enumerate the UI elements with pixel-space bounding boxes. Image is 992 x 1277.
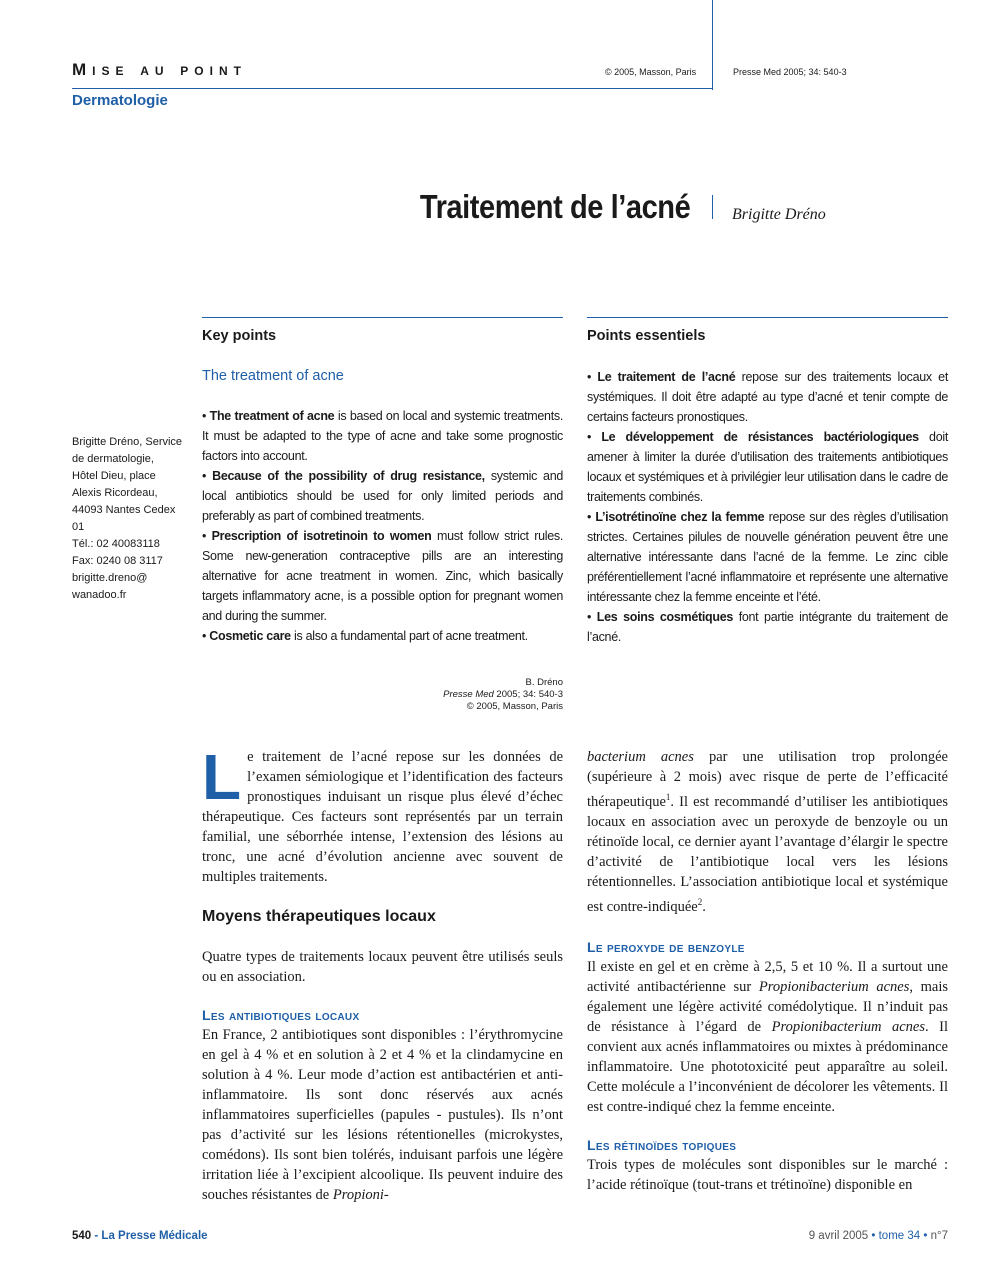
issue-tome: tome 34 <box>878 1230 921 1242</box>
point-essentiel-item: • L’isotrétinoïne chez la femme repose sur des règles d’utilisation strictes. Certaines pilules de nouvelle génération peuvent être une alternative intéressante dans l’acné de la femme. Le zinc cible préférentiellement l’acné inflammatoire et représente une alternative intéressante chez la femme enceinte et l’été. <box>587 510 948 604</box>
key-point-item: • Prescription of isotretinoin to women must follow strict rules. Some new-generation contraceptive pills are an interesting alternative for acne treatment in women. Zinc, which basically targets inflammatory acne, is a possible option for pregnant women and during the summer. <box>202 529 563 623</box>
points-essentiels-rule <box>587 317 948 318</box>
header-horizontal-rule <box>72 88 713 89</box>
paragraph-peroxyde: Il existe en gel et en crème à 2,5, 5 et 10 %. Il a surtout une activité antibactérienne sur Propionibacterium acnes, mais également une légère activité comédolytique. Il n’induit pas de résistance à l’égard de Propionibacterium acnes. Il convient aux acnés inflammatoires ou mixtes à prédominance inflammatoire. Une phototoxicité peut apparaître au soleil. Cette molécule a l’inconvénient de décolorer les vêtements. Il est contre-indiqué chez la femme enceinte. <box>587 958 949 1115</box>
drop-cap: L <box>202 741 242 813</box>
title-vertical-rule <box>712 195 713 219</box>
paragraph-antibiotiques: En France, 2 antibiotiques sont disponibles : l’érythromycine en gel à 4 % et en solution à 2 et 4 % et la clindamycine en solution à 4 %. Leur mode d’action est antibactérien et anti-inflammatoire. Ils sont donc réservés aux acnés inflammatoires superficielles (papules - pustules). Ils n’ont pas d’activité sur les lésions rétentionelles (microkystes, comédons). Ils sont bien tolérés, induisant parfois une légère irritation liée à l’excipient alcoolique. Ils peuvent induire des souches résistantes de Propioni- <box>202 1027 563 1203</box>
heading-moyens: Moyens thérapeutiques locaux <box>202 908 436 925</box>
body-column-right <box>587 747 948 1195</box>
paragraph-retinoides: Trois types de molécules sont disponibles sur le marché : l’acide rétinoïque (tout-trans et trétinoïne) disponible en <box>587 1156 948 1193</box>
journal-name: La Presse Médicale <box>101 1230 208 1242</box>
paragraph-moyens: Quatre types de traitements locaux peuvent être utilisés seuls ou en association. <box>202 949 563 985</box>
intro-paragraph: Le traitement de l’acné repose sur les données de l’examen sémiologique et l’identification des facteurs pronostiques induisant un risque plus élevé d’échec thérapeutique. Ces facteurs sont représentés par un terrain familial, une séborrhée intense, l’extension des lésions au tronc, une acné d’évolution ancienne avec souvent de multiples traitements. <box>202 741 563 885</box>
body-column-left <box>202 741 563 1205</box>
section-label: Mise au point <box>72 60 247 79</box>
heading-antibiotiques: Les antibiotiques locaux <box>202 1007 360 1023</box>
abstract-credit: B. Dréno Presse Med 2005; 34: 540-3 © 2005, Masson, Paris <box>443 677 563 712</box>
affiliation-line: Fax: 0240 08 3117 <box>72 555 163 567</box>
heading-retinoides: Les rétinoïdes topiques <box>587 1136 737 1153</box>
key-points-heading: Key points <box>202 328 277 344</box>
point-essentiel-item: • Le traitement de l’acné repose sur des traitements locaux et systémiques. Il doit être adapté au type d’acné et tenir compte de certains facteurs pronostiques. <box>587 370 949 424</box>
points-essentiels-list <box>587 367 948 647</box>
key-point-item: • Cosmetic care is also a fundamental part of acne treatment. <box>202 629 528 643</box>
author-affiliation <box>72 434 187 604</box>
page-footer-left: 540 - La Presse Médicale <box>72 1230 208 1242</box>
header-vertical-rule <box>712 0 713 90</box>
affiliation-line: de dermatologie, <box>72 453 154 465</box>
key-points-list <box>202 406 563 646</box>
affiliation-line: wanadoo.fr <box>72 589 127 601</box>
points-essentiels-heading: Points essentiels <box>587 328 706 344</box>
key-points-rule <box>202 317 563 318</box>
key-point-item: • Because of the possibility of drug resistance, systemic and local antibiotics should be used for only limited periods and preferably as part of combined treatments. <box>202 469 563 523</box>
issue-number: n°7 <box>930 1230 948 1242</box>
page-footer-right: 9 avril 2005 • tome 34 • n°7 <box>808 1230 948 1242</box>
page-number: 540 <box>72 1230 92 1242</box>
header-copyright: © 2005, Masson, Paris <box>605 67 697 77</box>
point-essentiel-item: • Le développement de résistances bactériologiques doit amener à limiter la durée d’utilisation des traitements antibiotiques locaux et systémiques et à privilégier leur utilisation dans le cadre de traitements combinés. <box>587 430 948 504</box>
point-essentiel-item: • Les soins cosmétiques font partie intégrante du traitement de l’acné. <box>587 610 949 644</box>
affiliation-line: Tél.: 02 40083118 <box>72 538 160 550</box>
paragraph-antibiotiques-cont: bacterium acnes par une utilisation trop prolongée (supérieure à 2 mois) avec risque de perte de l’efficacité thérapeutique$^1$. Il est recommandé d’utiliser les antibiotiques locaux en association avec un peroxyde de benzoyle ou un rétinoïde local, ce dernier ayant l’avantage d’élargir le spectre d’activité de l’antibiotique local vers les lésions rétentionnelles. L’association antibiotique local et systémique est contre-indiquée$^2$. <box>587 749 948 915</box>
key-point-item: • The treatment of acne is based on local and systemic treatments. It must be adapted to the type of acne and take some prognostic factors into account. <box>202 409 564 463</box>
affiliation-line: Brigitte Dréno, Service <box>72 436 183 448</box>
article-title: Traitement de l’acné <box>419 188 690 225</box>
affiliation-line: Alexis Ricordeau, <box>72 487 158 499</box>
subsection-label: Dermatologie <box>72 92 168 109</box>
key-points-subheading: The treatment of acne <box>202 368 344 384</box>
affiliation-line: brigitte.dreno@ <box>72 572 148 584</box>
article-author: Brigitte Dréno <box>732 206 826 223</box>
affiliation-line: Hôtel Dieu, place <box>72 470 156 482</box>
affiliation-line: 44093 Nantes Cedex 01 <box>72 504 176 533</box>
heading-peroxyde: Le peroxyde de benzoyle <box>587 938 745 955</box>
issue-date: 9 avril 2005 <box>808 1230 869 1242</box>
header-citation: Presse Med 2005; 34: 540-3 <box>733 67 847 77</box>
